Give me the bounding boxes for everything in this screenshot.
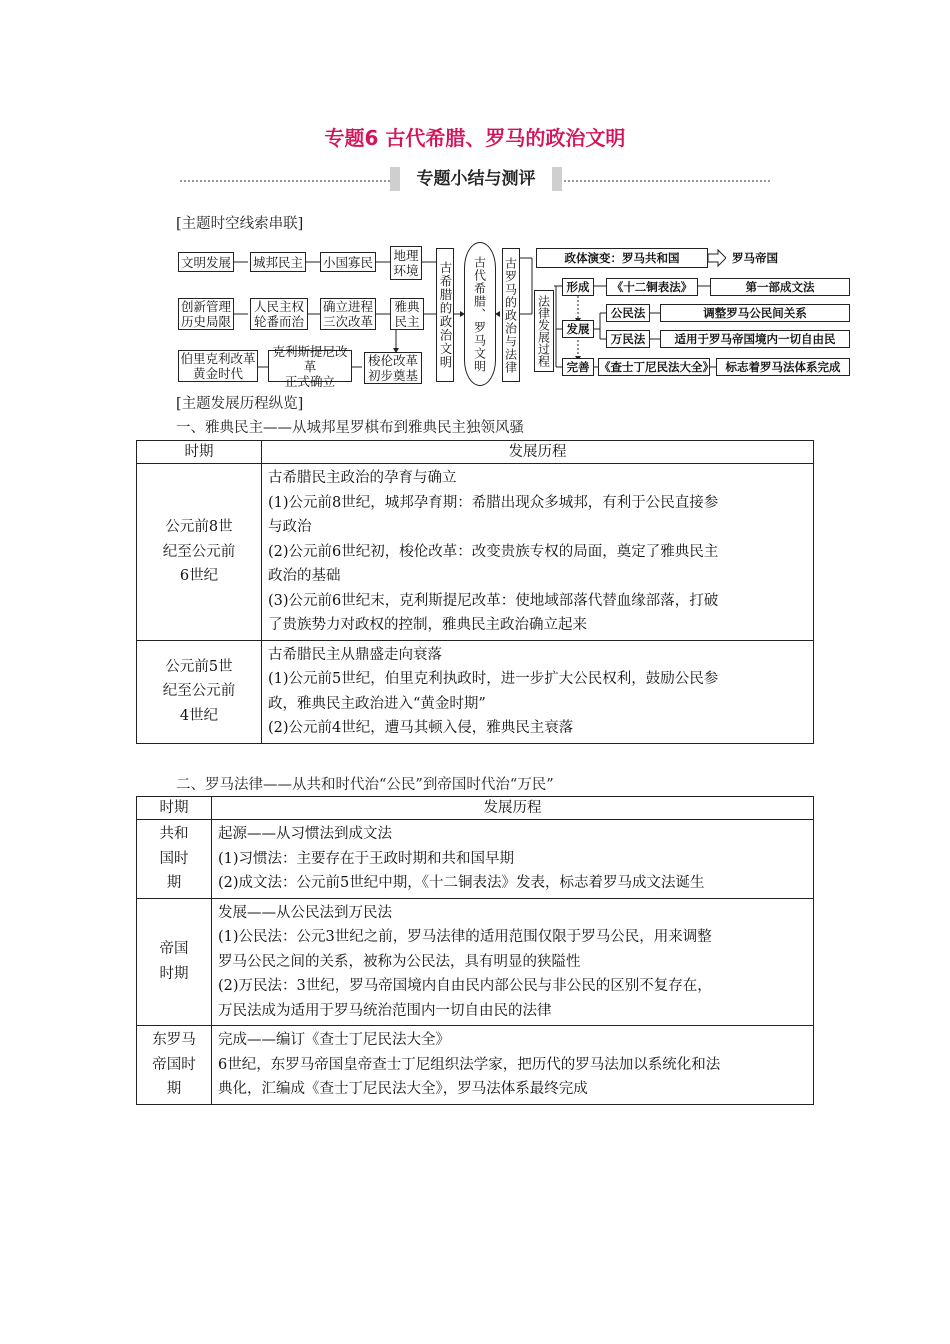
- table2-row3-period: 东罗马 帝国时 期: [137, 1026, 212, 1105]
- table1-header-period: 时期: [137, 441, 262, 464]
- center-oval-greece-rome: 古代希腊、罗马文明: [464, 242, 496, 386]
- table-athenian-democracy: [136, 440, 814, 744]
- stage-completion: 完善: [562, 358, 594, 376]
- box-polity-republic: 政体演变：罗马共和国: [536, 248, 708, 268]
- section-banner: [180, 166, 770, 194]
- table1-row1-content: 古希腊民主政治的孕育与确立 (1)公元前8世纪，城邦孕育期：希腊出现众多城邦，有利于公民直接参 与政治 (2)公元前6世纪初，梭伦改革：改变贵族专权的局面，奠定了雅典民主 政治的基础 (3)公元前6世纪末，克利斯提尼改革：使地域部落代替血缘部落，打破 了贵族势力对政权的控制，雅典民主政治确立起来: [262, 464, 814, 641]
- column-roman-politics-law: 古罗马的政治与法律: [502, 248, 520, 382]
- table1-row2-period: 公元前5世 纪至公元前 4世纪: [137, 640, 262, 743]
- box-pericles-reform: 伯里克利改革 黄金时代: [178, 350, 258, 382]
- box-law-of-nations-note: 适用于罗马帝国境内一切自由民: [660, 330, 850, 348]
- table2-row1-content: 起源——从习惯法到成文法 (1)习惯法：主要存在于王政时期和共和国早期 (2)成文法：公元前5世纪中期，《十二铜表法》发表，标志着罗马成文法诞生: [212, 820, 814, 899]
- table2-row1-period: 共和 国时 期: [137, 820, 212, 899]
- box-polity-empire: 罗马帝国: [726, 248, 854, 268]
- table2-header-period: 时期: [137, 797, 212, 820]
- box-civil-law-note: 调整罗马公民间关系: [660, 304, 850, 322]
- table2-row3-content: 完成——编订《查士丁尼民法大全》 6世纪，东罗马帝国皇帝查士丁尼组织法学家，把历代的罗马法加以系统化和法 典化，汇编成《查士丁尼民法大全》，罗马法体系最终完成: [212, 1026, 814, 1105]
- box-first-written-law: 第一部成文法: [710, 278, 850, 296]
- table2-row2-period: 帝国 时期: [137, 898, 212, 1026]
- box-twelve-tables: 《十二铜表法》: [606, 278, 698, 296]
- table-row: [137, 820, 814, 899]
- table-row: [137, 640, 814, 743]
- box-roman-law-complete: 标志着罗马法体系完成: [716, 358, 850, 376]
- box-geography: 地理 环境: [390, 246, 422, 280]
- box-athenian-democracy: 雅典 民主: [390, 298, 424, 330]
- table-row: [137, 464, 814, 641]
- table-row: [137, 898, 814, 1026]
- box-establishment-process: 确立进程 三次改革: [320, 298, 376, 330]
- box-civil-law: 公民法: [606, 304, 650, 322]
- column-greek-civilization: 古希腊的政治文明: [436, 248, 454, 382]
- section1-title: 一、雅典民主——从城邦星罗棋布到雅典民主独领风骚: [176, 420, 524, 436]
- box-city-state-democracy: 城邦民主: [250, 252, 306, 272]
- concept-diagram: [170, 240, 860, 390]
- stage-formation: 形成: [562, 278, 594, 296]
- table1-row2-content: 古希腊民主从鼎盛走向衰落 (1)公元前5世纪，伯里克利执政时，进一步扩大公民权利，鼓励公民参 政，雅典民主政治进入“黄金时期” (2)公元前4世纪，遭马其顿入侵，雅典民主衰落: [262, 640, 814, 743]
- stage-development: 发展: [562, 320, 594, 338]
- box-popular-sovereignty: 人民主权 轮番而治: [250, 298, 308, 330]
- table-roman-law: [136, 796, 814, 1105]
- table1-header-process: 发展历程: [262, 441, 814, 464]
- table2-row2-content: 发展——从公民法到万民法 (1)公民法：公元3世纪之前，罗马法律的适用范围仅限于罗马公民，用来调整 罗马公民之间的关系，被称为公民法，具有明显的狭隘性 (2)万民法：3世纪，罗马帝国境内自由民内部公民与非公民的区别不复存在， 万民法成为适用于罗马统治范围内一切自由民的法律: [212, 898, 814, 1026]
- section-map-heading: [主题时空线索串联]: [176, 216, 304, 232]
- section-overview-heading: [主题发展历程纵览]: [176, 396, 304, 412]
- box-innovation-limits: 创新管理 历史局限: [178, 298, 234, 330]
- table1-row1-period: 公元前8世 纪至公元前 6世纪: [137, 464, 262, 641]
- box-law-of-nations: 万民法: [606, 330, 650, 348]
- banner-label: 专题小结与测评: [390, 167, 562, 191]
- box-justinian-code: 《查士丁尼民法大全》: [598, 358, 710, 376]
- box-small-state: 小国寡民: [320, 252, 376, 272]
- table2-header-process: 发展历程: [212, 797, 814, 820]
- column-law-process: 法律发展过程: [534, 290, 554, 372]
- table-row: [137, 1026, 814, 1105]
- box-cleisthenes-reform: 克利斯提尼改革 正式确立: [268, 350, 352, 382]
- box-solon-reform: 梭伦改革 初步奠基: [364, 352, 422, 384]
- box-civilization-development: 文明发展: [178, 252, 234, 272]
- page-title: 专题6 古代希腊、罗马的政治文明: [324, 126, 626, 150]
- section2-title: 二、罗马法律——从共和时代治“公民”到帝国时代治“万民”: [176, 777, 554, 793]
